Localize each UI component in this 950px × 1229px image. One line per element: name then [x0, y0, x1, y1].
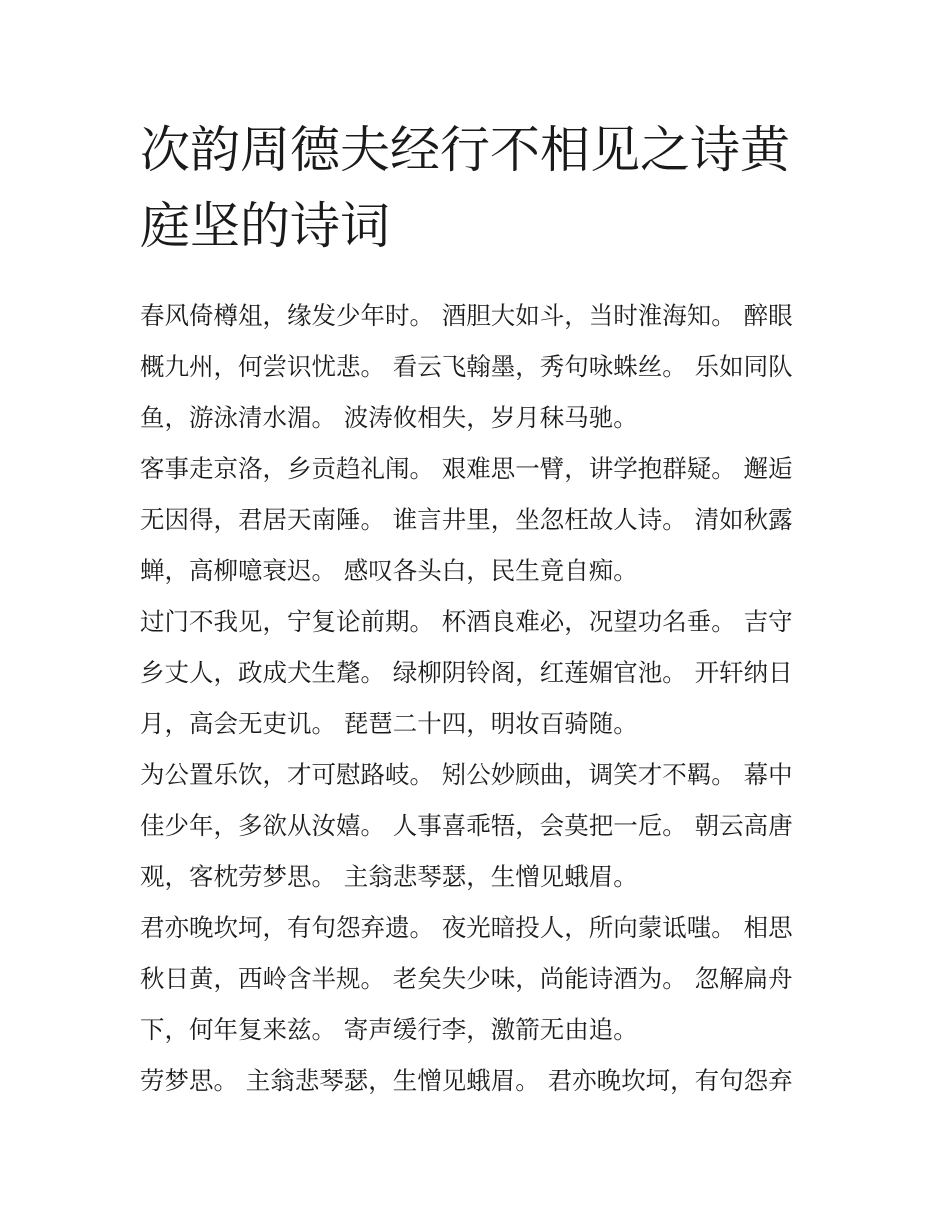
poem-paragraph-2: 客事走京洛，乡贡趋礼闱。 艰难思一臂，讲学抱群疑。 邂逅无因得，君居天南陲。 谁言井里，坐忽枉故人诗。 清如秋露蝉，高柳噫衰迟。 感叹各头白，民生竟自痴。 [140, 454, 793, 585]
document-page [140, 112, 805, 1106]
title-block [140, 112, 805, 264]
poem-paragraph-3: 过门不我见，宁复论前期。 杯酒良难必，况望功名垂。 吉守乡丈人，政成犬生氂。 绿柳阴铃阁，红莲媚官池。 开轩纳日月，高会无吏讥。 琵琶二十四，明妆百骑随。 [140, 607, 793, 738]
poem-paragraph-5: 君亦晚坎坷，有句怨弃遗。 夜光暗投人，所向蒙诋嗤。 相思秋日黄，西岭含半规。 老矣失少味，尚能诗酒为。 忽解扁舟下，何年复来兹。 寄声缓行李，激箭无由追。 [140, 913, 793, 1044]
poem-paragraph-6: 劳梦思。 主翁悲琴瑟，生憎见蛾眉。 君亦晚坎坷，有句怨弃 [140, 1066, 793, 1095]
poem-paragraph-4: 为公置乐饮，才可慰路岐。 矧公妙顾曲，调笑才不羁。 幕中佳少年，多欲从汝嬉。 人事喜乖牾，会莫把一卮。 朝云高唐观，客枕劳梦思。 主翁悲琴瑟，生憎见蛾眉。 [140, 760, 793, 891]
page-title: 次韵周德夫经行不相见之诗黄庭坚的诗词 [140, 121, 790, 255]
poem-paragraph-1: 春风倚樽俎，缘发少年时。 酒胆大如斗，当时淮海知。 醉眼概九州，何尝识忧悲。 看云飞翰墨，秀句咏蛛丝。 乐如同队鱼，游泳清水湄。 波涛攸相失，岁月秣马驰。 [140, 301, 793, 432]
